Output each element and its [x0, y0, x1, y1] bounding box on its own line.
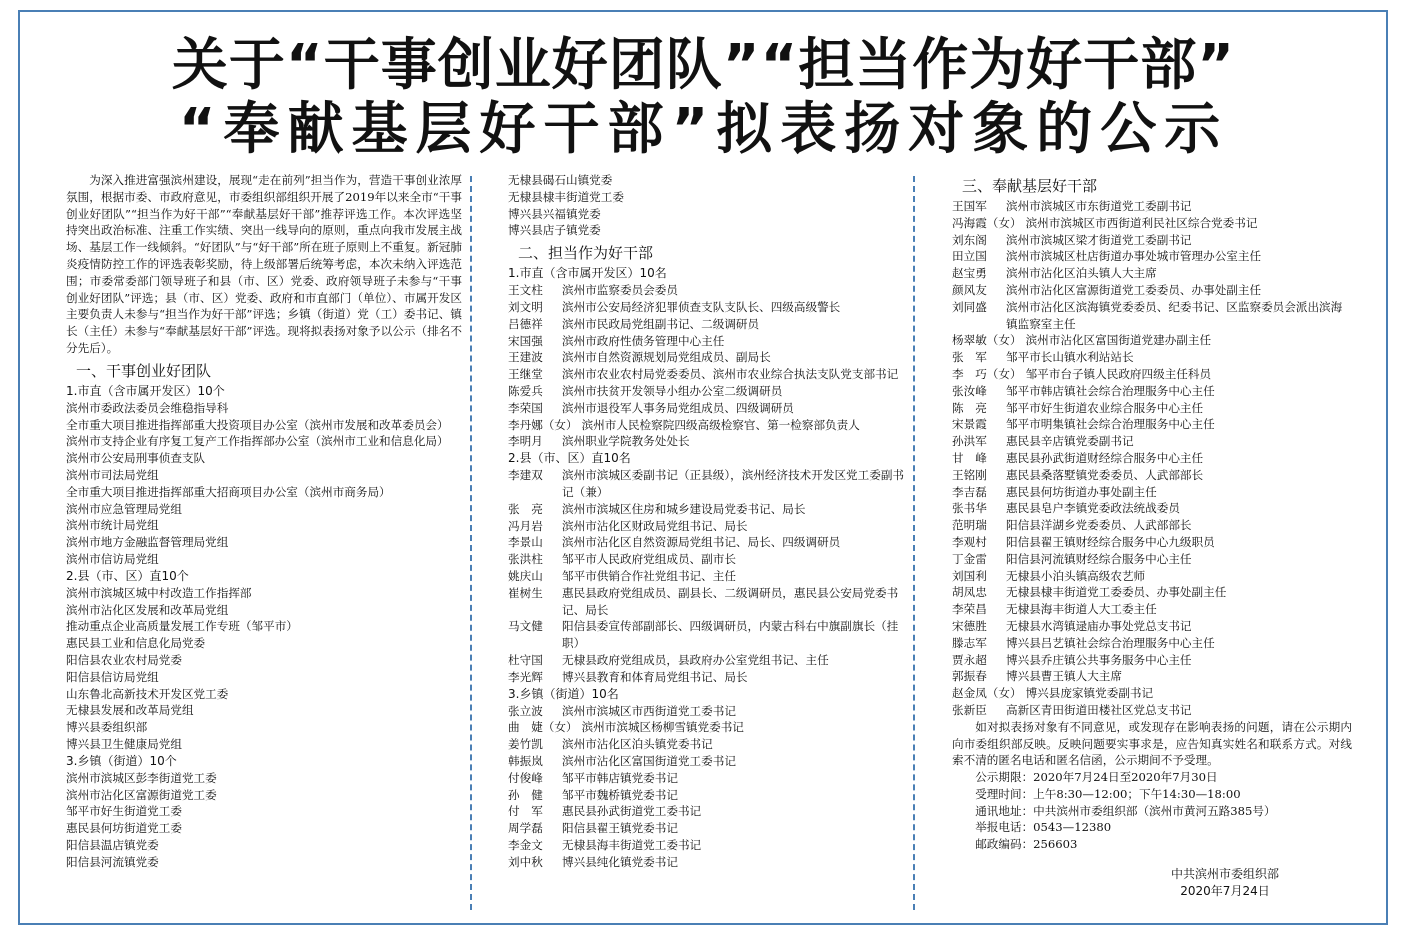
- person-name: 郭振春: [952, 669, 987, 684]
- person-desc: 滨州市滨城区委副书记（正县级），滨州经济技术开发区党工委副书记（兼）: [562, 468, 905, 499]
- person-desc: 滨州市扶贫开发领导小组办公室二级调研员: [562, 383, 783, 398]
- person-name: 陈爱兵: [508, 383, 543, 398]
- person-name: 张书华: [952, 501, 987, 516]
- signature-org: 中共滨州市委组织部: [1170, 867, 1279, 881]
- person-row: [952, 484, 1352, 501]
- person-name: 刘东阁: [952, 232, 987, 247]
- person-row: [952, 215, 1352, 232]
- section1-continued: [508, 172, 904, 239]
- person-row: [952, 500, 1352, 517]
- person-row: [952, 702, 1352, 719]
- team-item: 邹平市好生街道党工委: [66, 804, 182, 819]
- team-item: 滨州市委政法委员会维稳指导科: [66, 400, 229, 415]
- person-desc: 惠民县何坊街道办事处副主任: [1006, 484, 1157, 499]
- person-desc: 无棣县水湾镇逯庙办事处党总支书记: [1006, 618, 1192, 633]
- person-desc: 滨州市滨城区市西街道党工委书记: [562, 703, 736, 718]
- person-name: 冯月岩: [508, 518, 543, 533]
- person-name: 刘文明: [508, 299, 543, 314]
- person-desc: 滨州市滨城区住房和城乡建设局党委书记、局长: [562, 501, 806, 516]
- person-row: [952, 534, 1352, 551]
- person-desc: 博兴县教育和体育局党组书记、局长: [562, 669, 748, 684]
- person-desc: 滨州市滨城区梁才街道党工委副书记: [1006, 232, 1192, 247]
- person-name: 王国军: [952, 199, 987, 213]
- person-desc: 惠民县孙武街道财经综合服务中心主任: [1006, 450, 1204, 465]
- person-desc: 惠民县皂户李镇党委政法统战委员: [1006, 501, 1180, 516]
- person-name: 冯海霞（女）: [952, 215, 1022, 230]
- person-name: 刘国利: [952, 568, 987, 583]
- person-row: [952, 551, 1352, 568]
- team-item: 滨州市滨城区城中村改造工作指挥部: [66, 585, 252, 600]
- person-row: [508, 400, 904, 417]
- person-desc: 高新区青田街道田楼社区党总支书记: [1006, 702, 1192, 717]
- person-row: [952, 568, 1352, 585]
- person-row: [508, 333, 904, 350]
- team-item: 滨州市沾化区富源街道党工委: [66, 787, 217, 802]
- person-desc: 滨州市滨城区市东街道党工委副书记: [1006, 199, 1192, 213]
- group-title: 2.县（市、区）直10个: [66, 568, 189, 583]
- group-title: 2.县（市、区）直10名: [508, 451, 631, 466]
- person-desc: 邹平市供销合作社党组书记、主任: [562, 568, 736, 583]
- person-name: 颜风友: [952, 282, 987, 297]
- person-desc: 邹平市人民政府党组成员、副市长: [562, 552, 736, 567]
- person-row: [508, 703, 904, 720]
- intro-paragraph: 为深入推进富强滨州建设，展现“走在前列”担当作为，营造干事创业浓厚氛围，根据市委、市政府意见，市委组织部组织开展了2019年以来全市“干事创业好团队”“担当作为好干部”“奉献基层好干部”推荐评选工作。本次评选坚持突出政治标准、注重工作实绩、突出一线导向的原则，重点向我市发展主战场、基层工作一线倾斜。“好团队”与“好干部”所在班子原则上不重复。新冠肺炎疫情防控工作的评选表彰奖励，待上级部署后统筹考虑，本次未纳入评选范围；市委常委部门领导班子和县（市、区）党委、政府领导班子未参与“干事创业好团队”评选；县（市、区）党委、政府和市直部门（单位）、市属开发区主要负责人未参与“担当作为好干部”评选；乡镇（街道）党（工）委书记、镇长（主任）未参与“奉献基层好干部”评选。现将拟表扬对象予以公示（排名不分先后）。: [66, 173, 462, 355]
- section1-heading: 一、干事创业好团队: [76, 361, 212, 380]
- title-line-2: “奉献基层好干部”拟表扬对象的公示: [178, 97, 1229, 162]
- person-desc: 惠民县政府党组成员、副县长、二级调研员，惠民县公安局党委书记、局长: [562, 585, 899, 617]
- person-desc: 无棣县小泊头镇高级农艺师: [1006, 568, 1146, 583]
- person-name: 宋国强: [508, 333, 543, 348]
- person-row: [508, 568, 904, 585]
- person-desc: 邹平市长山镇水利站站长: [1006, 350, 1134, 365]
- column-3: [952, 172, 1352, 853]
- person-desc: 滨州市沾化区富国街道党工委书记: [562, 753, 736, 768]
- group-title: 1.市直（含市属开发区）10名: [508, 266, 667, 281]
- person-row: [508, 618, 904, 652]
- team-item: 阳信县信访局党组: [66, 669, 159, 684]
- person-row: [952, 601, 1352, 618]
- column-1: [66, 172, 462, 870]
- person-row: [952, 618, 1352, 635]
- person-row: [508, 854, 904, 871]
- person-row: [952, 517, 1352, 534]
- person-desc: 博兴县庞家镇党委副书记: [1025, 686, 1154, 701]
- team-item: 阳信县温店镇党委: [66, 837, 159, 852]
- person-name: 宋景霞: [952, 417, 987, 432]
- person-desc: 滨州市滨城区杨柳雪镇党委书记: [581, 720, 744, 735]
- team-item: 无棣县碣石山镇党委: [508, 173, 613, 187]
- person-name: 宋德胜: [952, 618, 987, 633]
- person-row: [508, 820, 904, 837]
- team-item: 滨州市公安局刑事侦查支队: [66, 451, 206, 466]
- column-divider-1: [470, 176, 472, 910]
- person-name: 姚庆山: [508, 568, 543, 583]
- person-name: 李 巧（女）: [952, 366, 1022, 381]
- person-row: [952, 685, 1352, 702]
- person-desc: 滨州市沾化区财政局党组书记、局长: [562, 518, 748, 533]
- team-item: 滨州市支持企业有序复工复产工作指挥部办公室（滨州市工业和信息化局）: [66, 434, 449, 449]
- team-item: 滨州市沾化区发展和改革局党组: [66, 602, 229, 617]
- person-name: 刘同盛: [952, 299, 987, 314]
- person-name: 李荣国: [508, 400, 543, 415]
- person-name: 赵金凤（女）: [952, 686, 1022, 701]
- person-desc: 无棣县海丰街道党工委书记: [562, 837, 702, 852]
- person-row: [508, 803, 904, 820]
- person-desc: 阳信县翟王镇党委书记: [562, 821, 678, 836]
- person-row: [508, 349, 904, 366]
- person-desc: 滨州市沾化区泊头镇党委书记: [562, 737, 713, 752]
- person-row: [952, 349, 1352, 366]
- person-name: 王继堂: [508, 367, 543, 382]
- person-row: [508, 501, 904, 518]
- team-item: 山东鲁北高新技术开发区党工委: [66, 686, 229, 701]
- person-desc: 惠民县辛店镇党委副书记: [1006, 434, 1134, 449]
- person-name: 张 军: [952, 350, 987, 365]
- person-desc: 滨州市沾化区富国街道党建办副主任: [1025, 333, 1212, 348]
- person-row: [508, 585, 904, 619]
- person-desc: 滨州市人民检察院四级高级检察官、第一检察部负责人: [581, 417, 860, 432]
- person-desc: 滨州职业学院教务处处长: [562, 434, 690, 449]
- team-item: 无棣县发展和改革局党组: [66, 703, 194, 718]
- person-desc: 滨州市沾化区富源街道党工委委员、办事处副主任: [1006, 282, 1262, 297]
- person-row: [508, 299, 904, 316]
- title-line-1: 关于“干事创业好团队”“担当作为好干部”: [171, 33, 1236, 98]
- person-row: [952, 383, 1352, 400]
- person-desc: 滨州市政府性债务管理中心主任: [562, 333, 725, 348]
- person-row: [508, 534, 904, 551]
- team-item: 博兴县卫生健康局党组: [66, 736, 182, 751]
- person-row: [952, 366, 1352, 383]
- person-name: 胡凤忠: [952, 585, 987, 600]
- person-desc: 邹平市台子镇人民政府四级主任科员: [1025, 366, 1212, 381]
- person-desc: 邹平市好生街道农业综合服务中心主任: [1006, 400, 1204, 415]
- person-row: [952, 198, 1352, 215]
- person-name: 张汝峰: [952, 383, 987, 398]
- signature-date: 2020年7月24日: [1180, 884, 1270, 898]
- person-row: [952, 467, 1352, 484]
- person-desc: 滨州市农业农村局党委委员、滨州市农业综合执法支队党支部书记: [562, 367, 899, 382]
- person-row: [952, 416, 1352, 433]
- team-item: 滨州市信访局党组: [66, 551, 159, 566]
- person-desc: 无棣县棣丰街道党工委委员、办事处副主任: [1006, 585, 1227, 600]
- team-item: 滨州市司法局党组: [66, 467, 159, 482]
- person-name: 周学磊: [508, 821, 543, 836]
- person-name: 李金文: [508, 837, 543, 852]
- person-desc: 阳信县河流镇财经综合服务中心主任: [1006, 551, 1192, 566]
- person-desc: 滨州市民政局党组副书记、二级调研员: [562, 316, 760, 331]
- person-desc: 邹平市魏桥镇党委书记: [562, 787, 678, 802]
- person-desc: 滨州市滨城区市西街道利民社区综合党委书记: [1025, 215, 1258, 230]
- person-row: [952, 299, 1352, 333]
- person-desc: 博兴县纯化镇党委书记: [562, 854, 678, 869]
- group-title: 3.乡镇（街道）10名: [508, 686, 619, 701]
- team-item: 滨州市应急管理局党组: [66, 501, 182, 516]
- person-desc: 阳信县洋湖乡党委委员、人武部部长: [1006, 518, 1192, 533]
- person-desc: 无棣县政府党组成员，县政府办公室党组书记、主任: [562, 652, 829, 667]
- contact-line: 受理时间：上午8:30—12:00；下午14:30—18:00: [975, 786, 1241, 801]
- person-name: 孙 健: [508, 787, 543, 802]
- column-divider-2: [913, 176, 915, 910]
- team-item: 全市重大项目推进指挥部重大招商项目办公室（滨州市商务局）: [66, 484, 391, 499]
- person-name: 吕德祥: [508, 316, 543, 331]
- person-desc: 滨州市自然资源规划局党组成员、副局长: [562, 350, 771, 365]
- person-row: [508, 753, 904, 770]
- person-name: 王建波: [508, 350, 543, 365]
- person-row: [952, 433, 1352, 450]
- person-row: [952, 668, 1352, 685]
- person-desc: 无棣县海丰街道人大工委主任: [1006, 602, 1157, 617]
- person-desc: 博兴县曹王镇人大主席: [1006, 669, 1122, 684]
- person-desc: 邹平市韩店镇社会综合治理服务中心主任: [1006, 383, 1215, 398]
- group-title: 3.乡镇（街道）10个: [66, 753, 177, 768]
- person-row: [508, 770, 904, 787]
- person-row: [952, 232, 1352, 249]
- person-name: 李景山: [508, 535, 543, 550]
- person-desc: 阳信县翟王镇财经综合服务中心九级职员: [1006, 534, 1215, 549]
- person-name: 范明瑞: [952, 518, 987, 533]
- person-name: 王文柱: [508, 283, 543, 298]
- person-row: [508, 787, 904, 804]
- team-item: 全市重大项目推进指挥部重大投资项目办公室（滨州市发展和改革委员会）: [66, 417, 449, 432]
- person-desc: 惠民县孙武街道党工委书记: [562, 804, 702, 819]
- group-title: 1.市直（含市属开发区）10个: [66, 383, 225, 398]
- person-name: 贾永超: [952, 652, 987, 667]
- person-row: [952, 248, 1352, 265]
- person-desc: 滨州市退役军人事务局党组成员、四级调研员: [562, 400, 794, 415]
- person-name: 李明月: [508, 434, 543, 449]
- section3-heading: 三、奉献基层好干部: [962, 177, 1098, 195]
- person-name: 赵宝勇: [952, 266, 987, 281]
- person-name: 丁金雷: [952, 551, 987, 566]
- team-item: 阳信县河流镇党委: [66, 854, 159, 869]
- person-name: 付俊峰: [508, 770, 543, 785]
- team-item: 博兴县委组织部: [66, 720, 148, 735]
- person-row: [508, 551, 904, 568]
- person-desc: 邹平市韩店镇党委书记: [562, 770, 678, 785]
- person-name: 李吉磊: [952, 484, 987, 499]
- person-row: [508, 433, 904, 450]
- person-row: [508, 518, 904, 535]
- person-name: 滕志军: [952, 635, 987, 650]
- person-name: 张立波: [508, 703, 543, 718]
- person-name: 李观村: [952, 534, 987, 549]
- person-row: [508, 417, 904, 434]
- section2-groups: [508, 265, 904, 870]
- contact-line: 邮政编码：256603: [975, 837, 1078, 852]
- person-name: 刘中秋: [508, 854, 543, 869]
- person-desc: 惠民县桑落墅镇党委委员、人武部部长: [1006, 467, 1204, 482]
- person-row: [508, 383, 904, 400]
- person-row: [508, 366, 904, 383]
- person-desc: 滨州市公安局经济犯罪侦查支队支队长、四级高级警长: [562, 299, 841, 314]
- person-name: 李光辉: [508, 669, 543, 684]
- team-item: 惠民县何坊街道党工委: [66, 821, 182, 836]
- contact-info: [975, 769, 1352, 853]
- contact-line: 通讯地址：中共滨州市委组织部（滨州市黄河五路385号）: [975, 803, 1276, 818]
- section1-groups: [66, 383, 462, 871]
- person-desc: 滨州市沾化区泊头镇人大主席: [1006, 266, 1157, 281]
- team-item: 滨州市滨城区彭李街道党工委: [66, 770, 217, 785]
- person-row: [508, 837, 904, 854]
- team-item: 滨州市地方金融监督管理局党组: [66, 535, 229, 550]
- section3-list: [952, 198, 1352, 719]
- closing-paragraph: 如对拟表扬对象有不同意见，或发现存在影响表扬的问题，请在公示期内向市委组织部反映。反映问题要实事求是，应告知真实姓名和联系方式。对线索不清的匿名电话和匿名信函，公示期间不予受理。: [952, 719, 1352, 768]
- person-row: [952, 282, 1352, 299]
- person-row: [508, 467, 904, 501]
- person-name: 李建双: [508, 468, 543, 483]
- team-item: 无棣县棣丰街道党工委: [508, 189, 624, 204]
- person-name: 李荣昌: [952, 602, 987, 617]
- person-row: [952, 450, 1352, 467]
- person-name: 姜竹凯: [508, 737, 543, 752]
- person-row: [508, 669, 904, 686]
- person-desc: 博兴县乔庄镇公共事务服务中心主任: [1006, 652, 1192, 667]
- team-item: 博兴县店子镇党委: [508, 223, 601, 238]
- person-desc: 滨州市沾化区滨海镇党委委员、纪委书记、区监察委员会派出滨海镇监察室主任: [1006, 299, 1343, 331]
- section2-heading: 二、担当作为好干部: [518, 244, 654, 263]
- person-name: 甘 峰: [952, 450, 987, 465]
- contact-line: 公示期限：2020年7月24日至2020年7月30日: [975, 770, 1218, 785]
- person-row: [508, 316, 904, 333]
- person-row: [952, 635, 1352, 652]
- person-desc: 邹平市明集镇社会综合治理服务中心主任: [1006, 417, 1215, 432]
- person-name: 张洪柱: [508, 552, 543, 567]
- team-item: 博兴县兴福镇党委: [508, 206, 601, 221]
- person-row: [508, 282, 904, 299]
- person-name: 王铭刚: [952, 467, 987, 482]
- team-item: 滨州市统计局党组: [66, 518, 159, 533]
- person-desc: 滨州市沾化区自然资源局党组书记、局长、四级调研员: [562, 535, 841, 550]
- person-name: 张 亮: [508, 501, 543, 516]
- column-2: [508, 172, 904, 870]
- person-name: 李丹娜（女）: [508, 417, 578, 432]
- person-row: [508, 719, 904, 736]
- person-row: [952, 400, 1352, 417]
- person-row: [952, 332, 1352, 349]
- person-name: 杜守国: [508, 652, 543, 667]
- person-name: 田立国: [952, 249, 987, 264]
- person-desc: 阳信县委宣传部副部长、四级调研员，内蒙古科右中旗副旗长（挂职）: [562, 619, 899, 651]
- person-name: 孙洪军: [952, 434, 987, 449]
- person-name: 崔树生: [508, 585, 543, 600]
- person-row: [952, 652, 1352, 669]
- person-name: 韩振岚: [508, 753, 543, 768]
- person-row: [952, 584, 1352, 601]
- person-row: [508, 736, 904, 753]
- person-row: [508, 652, 904, 669]
- team-item: 惠民县工业和信息化局党委: [66, 636, 206, 651]
- person-name: 付 军: [508, 804, 543, 819]
- contact-line: 举报电话：0543—12380: [975, 820, 1112, 835]
- signature: [1130, 866, 1320, 900]
- person-name: 杨翠敏（女）: [952, 333, 1022, 348]
- person-row: [952, 265, 1352, 282]
- person-name: 陈 亮: [952, 400, 987, 415]
- person-name: 曲 婕（女）: [508, 720, 578, 735]
- team-item: 推动重点企业高质量发展工作专班（邹平市）: [66, 619, 298, 634]
- team-item: 阳信县农业农村局党委: [66, 652, 182, 667]
- person-desc: 滨州市滨城区杜店街道办事处城市管理办公室主任: [1006, 249, 1262, 264]
- person-desc: 博兴县吕艺镇社会综合治理服务中心主任: [1006, 635, 1215, 650]
- person-name: 张新臣: [952, 702, 987, 717]
- person-name: 马文健: [508, 619, 543, 634]
- person-desc: 滨州市监察委员会委员: [562, 283, 678, 298]
